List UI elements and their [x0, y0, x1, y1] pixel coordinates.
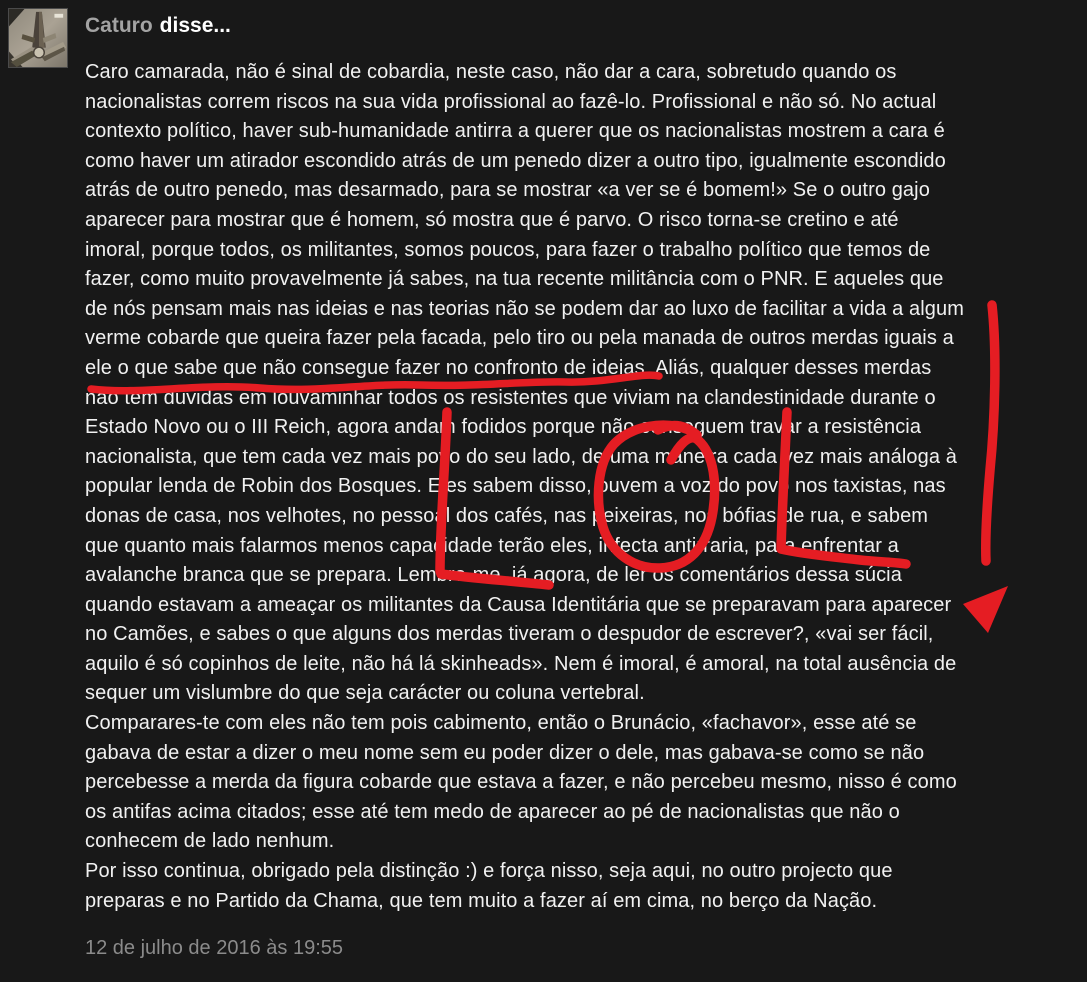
comment-text-line: verme cobarde que queira fazer pela facada, pelo tiro ou pela manada de outros merdas iguais a	[85, 327, 954, 350]
avatar[interactable]	[8, 8, 68, 68]
comment-text-line: nacionalista, que tem cada vez mais povo do seu lado, de uma maneira cada vez mais análoga à	[85, 445, 957, 468]
comment-text-line: atrás de outro penedo, mas desarmado, para se mostrar «a ver se é bomem!» Se o outro gajo	[85, 179, 930, 202]
comment-text-line: aparecer para mostrar que é homem, só mostra que é parvo. O risco torna-se cretino e até	[85, 208, 899, 231]
comment-text-line: contexto político, haver sub-humanidade antirra a querer que os nacionalistas mostrem a cara é	[85, 120, 945, 143]
comment-text-line: ele o que sabe que não consegue fazer no confronto de ideias. Aliás, qualquer desses merdas	[85, 356, 932, 379]
comment-text-line: Estado Novo ou o III Reich, agora andam fodidos porque não conseguem travar a resistência	[85, 416, 922, 439]
comment-timestamp-link[interactable]: 12 de julho de 2016 às 19:55	[85, 937, 343, 959]
comment-text-line: Caro camarada, não é sinal de cobardia, neste caso, não dar a cara, sobretudo quando os	[85, 61, 897, 83]
comment-text-line: popular lenda de Robin dos Bosques. Eles sabem disso, ouvem a voz do povo nos taxistas, nas	[85, 475, 946, 498]
comment-text-line: donas de casa, nos velhotes, no pessoal dos cafés, nas peixeiras, nos bófias de rua, e sabem	[85, 504, 929, 527]
comment-said-label: disse...	[159, 14, 231, 37]
comment-text-line: Por isso continua, obrigado pela distinção :) e força nisso, seja aqui, no outro projecto que	[85, 860, 893, 883]
comment-header	[85, 14, 231, 38]
comment-text-line: imoral, porque todos, os militantes, somos poucos, para fazer o trabalho político que temos de	[85, 238, 931, 261]
comment-text-line: gabava de estar a dizer o meu nome sem eu poder dizer o dele, mas gabava-se como se não	[85, 741, 925, 764]
comment-text-line: de nós pensam mais nas ideias e nas teorias não se podem dar ao luxo de facilitar a vida a algum	[85, 297, 964, 320]
comment-text-line: sequer um vislumbre do que seja carácter ou coluna vertebral.	[85, 682, 645, 705]
red-vertical-line-annotation	[986, 305, 995, 561]
comment-text-line: nacionalistas correm riscos na sua vida profissional ao fazê-lo. Profissional e não só. No actual	[85, 90, 937, 113]
comment-text-line: que quanto mais falarmos menos capacidade terão eles, infecta antirraria, para enfrentar a	[85, 534, 899, 557]
comment-text-line: no Camões, e sabes o que alguns dos merdas tiveram o despudor de escrever?, «vai ser fácil,	[85, 623, 934, 646]
comment-text-line: quando estavam a ameaçar os militantes da Causa Identitária que se preparavam para aparecer	[85, 593, 952, 616]
comment-text-line: conhecem de lado nenhum.	[85, 830, 335, 853]
comment-author-link[interactable]: Caturo	[85, 14, 153, 37]
comment-text-line: fazer, como muito provavelmente já sabes, na tua recente militância com o PNR. E aqueles que	[85, 268, 944, 291]
comment-text-line: avalanche branca que se prepara. Lembro-me, já agora, de ler os comentários dessa súcia	[85, 564, 902, 587]
comment-text-line: não tem dúvidas em louvaminhar todos os resistentes que viviam na clandestinidade durante o	[85, 386, 936, 409]
comment-text-line: preparas e no Partido da Chama, que tem muito a fazer aí em cima, no berço da Nação.	[85, 889, 878, 912]
monument-photo-icon	[9, 9, 67, 67]
comment-text-line: os antifas acima citados; esse até tem medo de aparecer ao pé de nacionalistas que não o	[85, 800, 900, 823]
comment-text-line: Comparares-te com eles não tem pois cabimento, então o Brunácio, «fachavor», esse até se	[85, 712, 917, 735]
comment-text-line: como haver um atirador escondido atrás de um penedo dizer a outro tipo, igualmente escondido	[85, 149, 946, 172]
comment-text-line: percebesse a merda da figura cobarde que estava a fazer, e não percebeu mesmo, nisso é como	[85, 771, 957, 794]
comment-text-line: aquilo é só copinhos de leite, não há lá skinheads». Nem é imoral, é amoral, na total ausência de	[85, 652, 957, 675]
comment-body	[85, 58, 964, 916]
red-arrowhead-annotation	[963, 586, 1008, 633]
